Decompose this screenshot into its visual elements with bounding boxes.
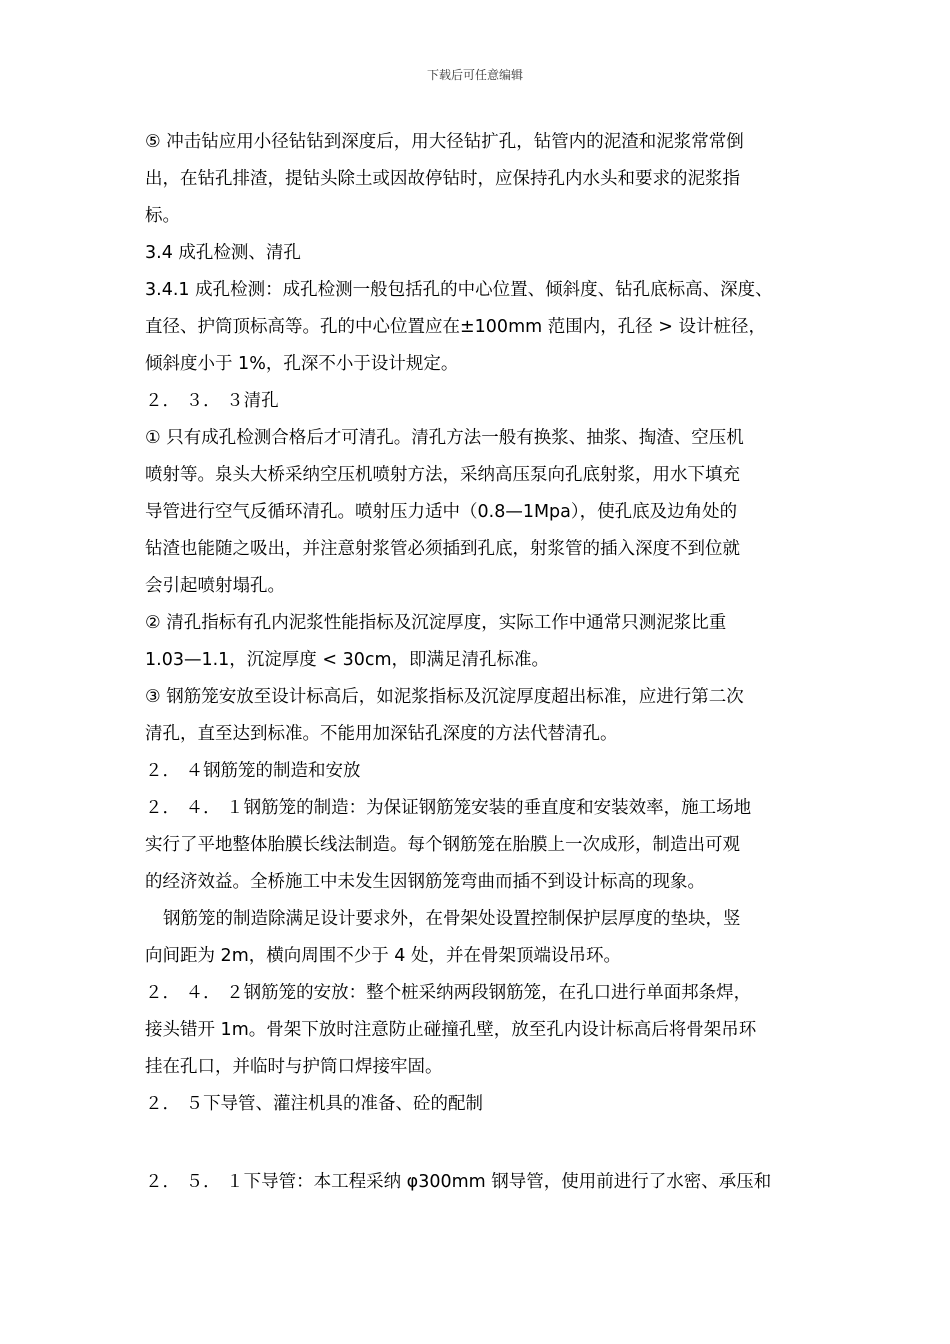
text-line: 挂在孔口，并临时与护筒口焊接牢固。 (145, 1057, 443, 1077)
section-heading: 3.4 成孔检测、清孔 (145, 243, 301, 263)
text-line: ２． ４． ２钢筋笼的安放：整个桩采纳两段钢筋笼，在孔口进行单面邦条焊， (145, 983, 752, 1003)
text-line: ① 只有成孔检测合格后才可清孔。清孔方法一般有换浆、抽浆、掏渣、空压机 (145, 428, 744, 448)
text-line: 出，在钻孔排渣，提钻头除土或因故停钻时，应保持孔内水头和要求的泥浆指 (145, 169, 740, 189)
section-heading: ２． ５下导管、灌注机具的准备、砼的配制 (145, 1094, 484, 1114)
text-line: 清孔，直至达到标准。不能用加深钻孔深度的方法代替清孔。 (145, 724, 618, 744)
text-line: 喷射等。泉头大桥采纳空压机喷射方法，采纳高压泵向孔底射浆，用水下填充 (145, 465, 740, 485)
text-line: ２． ４． １钢筋笼的制造：为保证钢筋笼安装的垂直度和安装效率，施工场地 (145, 798, 752, 818)
text-line: 的经济效益。全桥施工中未发生因钢筋笼弯曲而插不到设计标高的现象。 (145, 872, 705, 892)
section-heading: ２． ３． ３清孔 (145, 391, 279, 411)
text-line: ２． ５． １下导管：本工程采纳 φ300mm 钢导管，使用前进行了水密、承压和 (145, 1172, 772, 1192)
page-header: 下载后可任意编辑 (426, 68, 523, 82)
text-line: 会引起喷射塌孔。 (145, 576, 285, 596)
text-line: 倾斜度小于 1%，孔深不小于设计规定。 (145, 354, 459, 374)
text-line: 向间距为 2m，横向周围不少于 4 处，并在骨架顶端设吊环。 (145, 946, 622, 966)
text-line: ⑤ 冲击钻应用小径钻钻到深度后，用大径钻扩孔，钻管内的泥渣和泥浆常常倒 (145, 132, 744, 152)
text-line: 接头错开 1m。骨架下放时注意防止碰撞孔壁，放至孔内设计标高后将骨架吊环 (145, 1020, 757, 1040)
text-line: 钢筋笼的制造除满足设计要求外，在骨架处设置控制保护层厚度的垫块，竖 (163, 909, 741, 929)
text-line: ③ 钢筋笼安放至设计标高后，如泥浆指标及沉淀厚度超出标准，应进行第二次 (145, 687, 744, 707)
text-line: 1.03—1.1，沉淀厚度 < 30cm，即满足清孔标准。 (145, 650, 550, 670)
text-line: ② 清孔指标有孔内泥浆性能指标及沉淀厚度，实际工作中通常只测泥浆比重 (145, 613, 727, 633)
text-line: 实行了平地整体胎膜长线法制造。每个钢筋笼在胎膜上一次成形，制造出可观 (145, 835, 740, 855)
text-line: 标。 (145, 206, 180, 226)
text-line: 钻渣也能随之吸出，并注意射浆管必须插到孔底，射浆管的插入深度不到位就 (145, 539, 740, 559)
paragraph-gap (145, 1123, 825, 1164)
section-heading: ２． ４钢筋笼的制造和安放 (145, 761, 361, 781)
text-line: 3.4.1 成孔检测：成孔检测一般包括孔的中心位置、倾斜度、钻孔底标高、深度、 (145, 280, 773, 300)
text-line: 导管进行空气反循环清孔。喷射压力适中（0.8—1Mpa），使孔底及边角处的 (145, 502, 738, 522)
document-body (145, 124, 825, 1201)
text-line: 直径、护筒顶标高等。孔的中心位置应在±100mm 范围内，孔径 > 设计桩径， (145, 317, 767, 337)
